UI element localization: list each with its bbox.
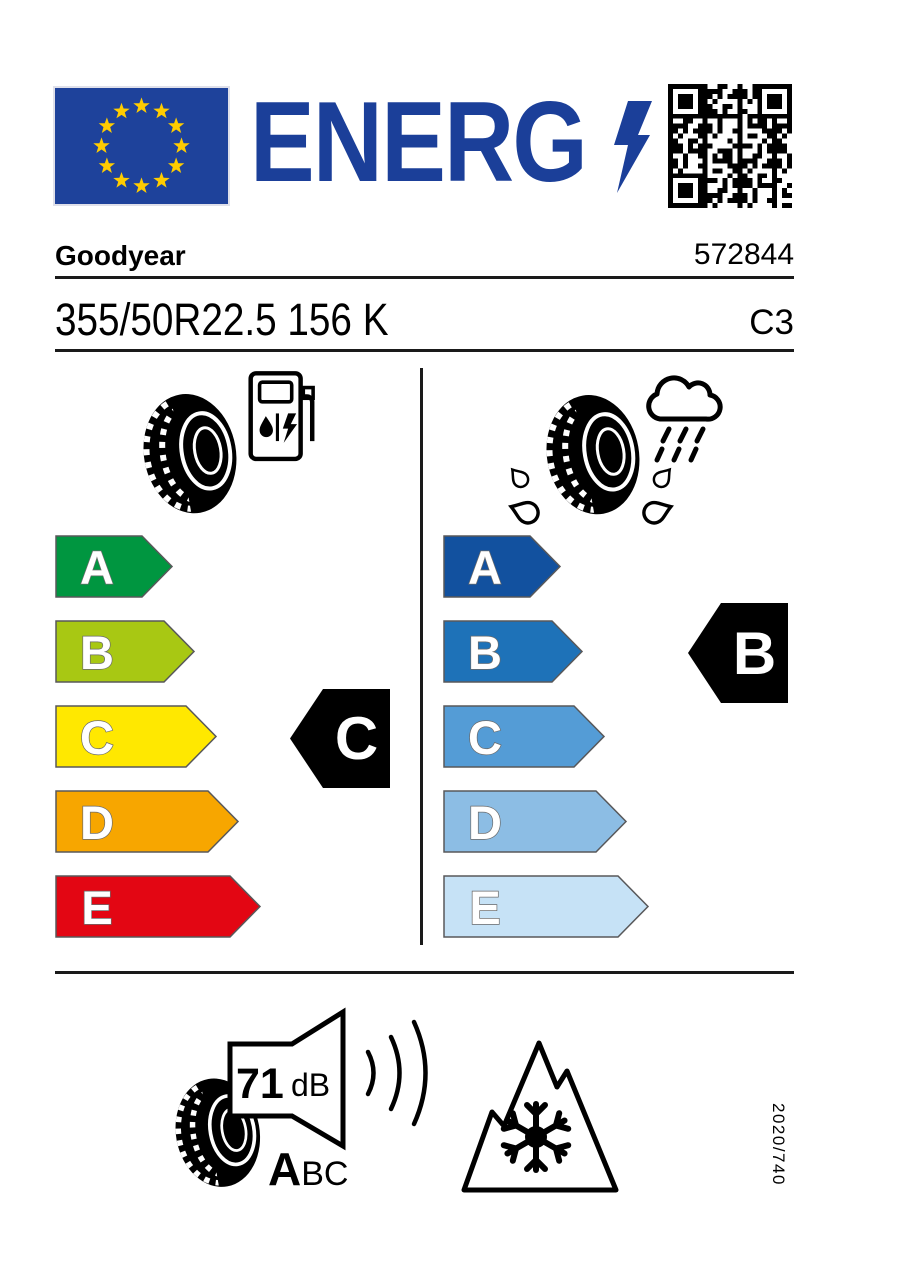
fuel-pump-icon: [248, 369, 314, 465]
eu-star: [133, 97, 149, 113]
fuel-efficiency-class-B: [55, 620, 195, 683]
eu-star: [99, 157, 115, 173]
wet-grip-rating: B: [732, 619, 777, 687]
separator-line: [55, 349, 794, 352]
qr-code: [668, 84, 792, 208]
tire-icon: [133, 388, 243, 520]
splash-icon: [504, 466, 546, 524]
fuel-efficiency-class-E: [55, 875, 261, 938]
energ-logo-text: ENERG: [250, 79, 587, 206]
wet-grip-rating-arrow: [688, 603, 788, 703]
product-code: 572844: [693, 238, 794, 271]
eu-star: [99, 117, 115, 133]
fuel-efficiency-class-A: [55, 535, 173, 598]
wet-grip-class-label: E: [469, 881, 501, 934]
rain-cloud-icon: [638, 371, 730, 467]
tire-icon: [536, 389, 646, 521]
lightning-bolt-icon: [612, 101, 652, 193]
eu-star: [168, 117, 184, 133]
wet-grip-scale: [443, 535, 649, 960]
noise-class: A: [268, 1143, 302, 1195]
wet-grip-class-C: [443, 705, 605, 768]
fuel-efficiency-class-D: [55, 790, 239, 853]
brand-name: Goodyear: [55, 240, 186, 271]
wet-grip-class-label: A: [468, 541, 502, 594]
eu-star: [153, 103, 169, 119]
fuel-efficiency-class-label: C: [80, 711, 114, 764]
sound-waves-icon: [358, 1012, 436, 1134]
noise-value: 71: [236, 1060, 284, 1108]
column-divider: [420, 368, 423, 945]
fuel-efficiency-class-label: B: [80, 626, 114, 679]
wet-grip-class-label: B: [468, 626, 502, 679]
fuel-efficiency-class-label: D: [80, 796, 114, 849]
regulation-number: 2020/740: [769, 1103, 788, 1186]
eu-star: [113, 172, 129, 188]
wet-grip-class-label: D: [468, 796, 502, 849]
noise-unit: dB: [291, 1067, 331, 1103]
fuel-efficiency-class-label: A: [80, 541, 114, 594]
fuel-efficiency-scale: [55, 535, 261, 960]
eu-flag-stars: [55, 88, 228, 204]
noise-class-indicator: [268, 1143, 349, 1195]
tire-designation: 355/50R22.5 156 K: [55, 294, 389, 345]
fuel-efficiency-rating-arrow: [290, 689, 390, 788]
fuel-efficiency-rating: C: [334, 705, 379, 772]
eu-star: [93, 137, 109, 153]
noise-other-classes: BC: [301, 1155, 349, 1193]
splash-icon: [636, 466, 678, 524]
separator-line: [55, 276, 794, 279]
wet-grip-class-E: [443, 875, 649, 938]
wet-grip-class-A: [443, 535, 561, 598]
eu-flag: [55, 88, 228, 204]
eu-star: [168, 157, 184, 173]
speaker-icon: [225, 1006, 347, 1152]
fuel-efficiency-class-label: E: [81, 881, 113, 934]
wet-grip-class-label: C: [468, 711, 502, 764]
fuel-efficiency-class-C: [55, 705, 217, 768]
separator-line: [55, 971, 794, 974]
wet-grip-class-B: [443, 620, 583, 683]
eu-star: [173, 137, 189, 153]
eu-star: [113, 103, 129, 119]
tire-class: C3: [749, 303, 794, 342]
wet-grip-class-D: [443, 790, 627, 853]
eu-star: [133, 177, 149, 193]
eu-star: [153, 172, 169, 188]
snow-grip-icon: [460, 1040, 620, 1195]
